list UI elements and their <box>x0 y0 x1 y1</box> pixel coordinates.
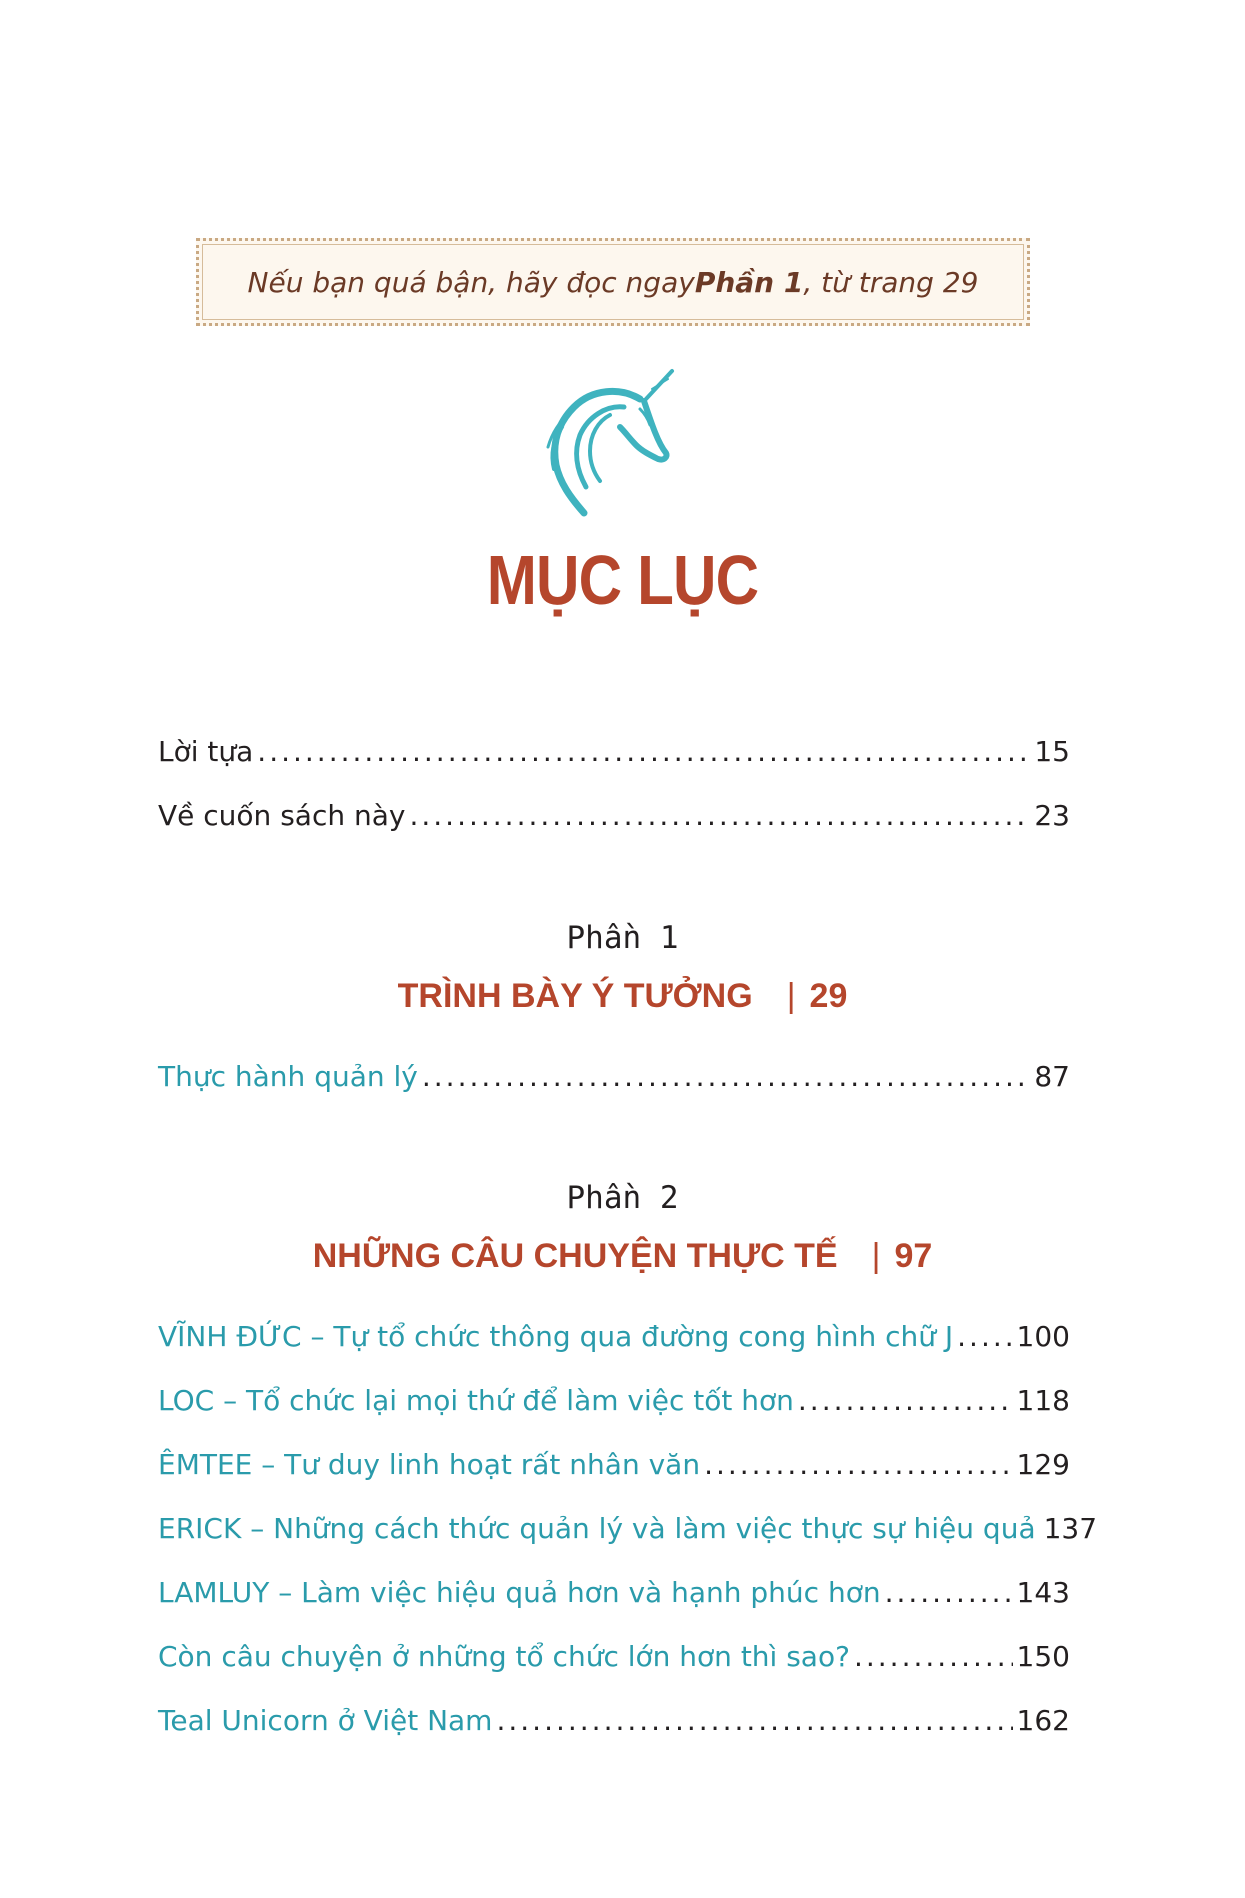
toc-item-emtee[interactable] <box>158 1448 1070 1492</box>
dot-leader <box>409 799 1030 832</box>
toc-item-page: 129 <box>1016 1448 1070 1481</box>
toc-item-label: VĨNH ĐỨC – Tự tổ chức thông qua đường cong hình chữ J <box>158 1320 954 1353</box>
toc-item-teal-unicorn[interactable] <box>158 1704 1070 1748</box>
toc-item-preface[interactable] <box>158 735 1070 779</box>
toc-item-vinh-duc[interactable] <box>158 1320 1070 1364</box>
dot-leader <box>854 1640 1013 1673</box>
notice-text-bold: Phần 1 <box>694 265 804 299</box>
part-2-title <box>0 1237 1245 1276</box>
dot-leader <box>257 735 1030 768</box>
part-2-separator: | <box>871 1237 881 1275</box>
toc-item-label: LAMLUY – Làm việc hiệu quả hơn và hạnh phúc hơn <box>158 1576 881 1609</box>
toc-item-loc[interactable] <box>158 1384 1070 1428</box>
toc-item-label: Teal Unicorn ở Việt Nam <box>158 1704 493 1737</box>
unicorn-logo-icon <box>540 365 690 525</box>
notice-text-before: Nếu bạn quá bận, hãy đọc ngay <box>247 265 695 299</box>
toc-item-page: 118 <box>1016 1384 1070 1417</box>
part-2-page: 97 <box>894 1237 933 1275</box>
toc-item-page: 150 <box>1016 1640 1070 1673</box>
page-title: MỤC LỤC <box>486 541 759 619</box>
toc-item-larger-orgs[interactable] <box>158 1640 1070 1684</box>
dot-leader <box>798 1384 1013 1417</box>
toc-item-page: 162 <box>1016 1704 1070 1737</box>
part-1-label: Phần 1 <box>566 920 679 956</box>
part-1-page: 29 <box>809 977 848 1015</box>
toc-item-page: 87 <box>1034 1060 1070 1093</box>
toc-item-lamluy[interactable] <box>158 1576 1070 1620</box>
toc-item-label: ÊMTEE – Tư duy linh hoạt rất nhân văn <box>158 1448 701 1481</box>
toc-item-label: LOC – Tổ chức lại mọi thứ để làm việc tốt hơn <box>158 1384 794 1417</box>
part-1-title <box>0 977 1245 1016</box>
part-1-separator: | <box>786 977 796 1015</box>
notice-box <box>196 238 1030 326</box>
dot-leader <box>957 1320 1012 1353</box>
toc-item-erick[interactable] <box>158 1512 1098 1556</box>
dot-leader <box>704 1448 1012 1481</box>
toc-item-label: ERICK – Những cách thức quản lý và làm việc thực sự hiệu quả <box>158 1512 1036 1545</box>
toc-item-page: 143 <box>1016 1576 1070 1609</box>
toc-item-page: 100 <box>1016 1320 1070 1353</box>
toc-item-about-book[interactable] <box>158 799 1070 843</box>
part-2-label: Phần 2 <box>566 1180 679 1216</box>
toc-item-label: Về cuốn sách này <box>158 799 406 832</box>
toc-item-label: Thực hành quản lý <box>158 1060 418 1093</box>
dot-leader <box>885 1576 1013 1609</box>
dot-leader <box>422 1060 1030 1093</box>
toc-item-page: 137 <box>1043 1512 1098 1545</box>
toc-item-label: Lời tựa <box>158 735 254 768</box>
dot-leader <box>496 1704 1012 1737</box>
toc-item-management-practice[interactable] <box>158 1060 1070 1104</box>
part-1-title-text: TRÌNH BÀY Ý TƯỞNG <box>397 977 753 1015</box>
toc-item-label: Còn câu chuyện ở những tổ chức lớn hơn thì sao? <box>158 1640 850 1673</box>
part-2-title-text: NHỮNG CÂU CHUYỆN THỰC TẾ <box>312 1237 838 1275</box>
notice-text-after: , từ trang 29 <box>803 265 979 299</box>
toc-item-page: 23 <box>1034 799 1070 832</box>
toc-item-page: 15 <box>1034 735 1070 768</box>
